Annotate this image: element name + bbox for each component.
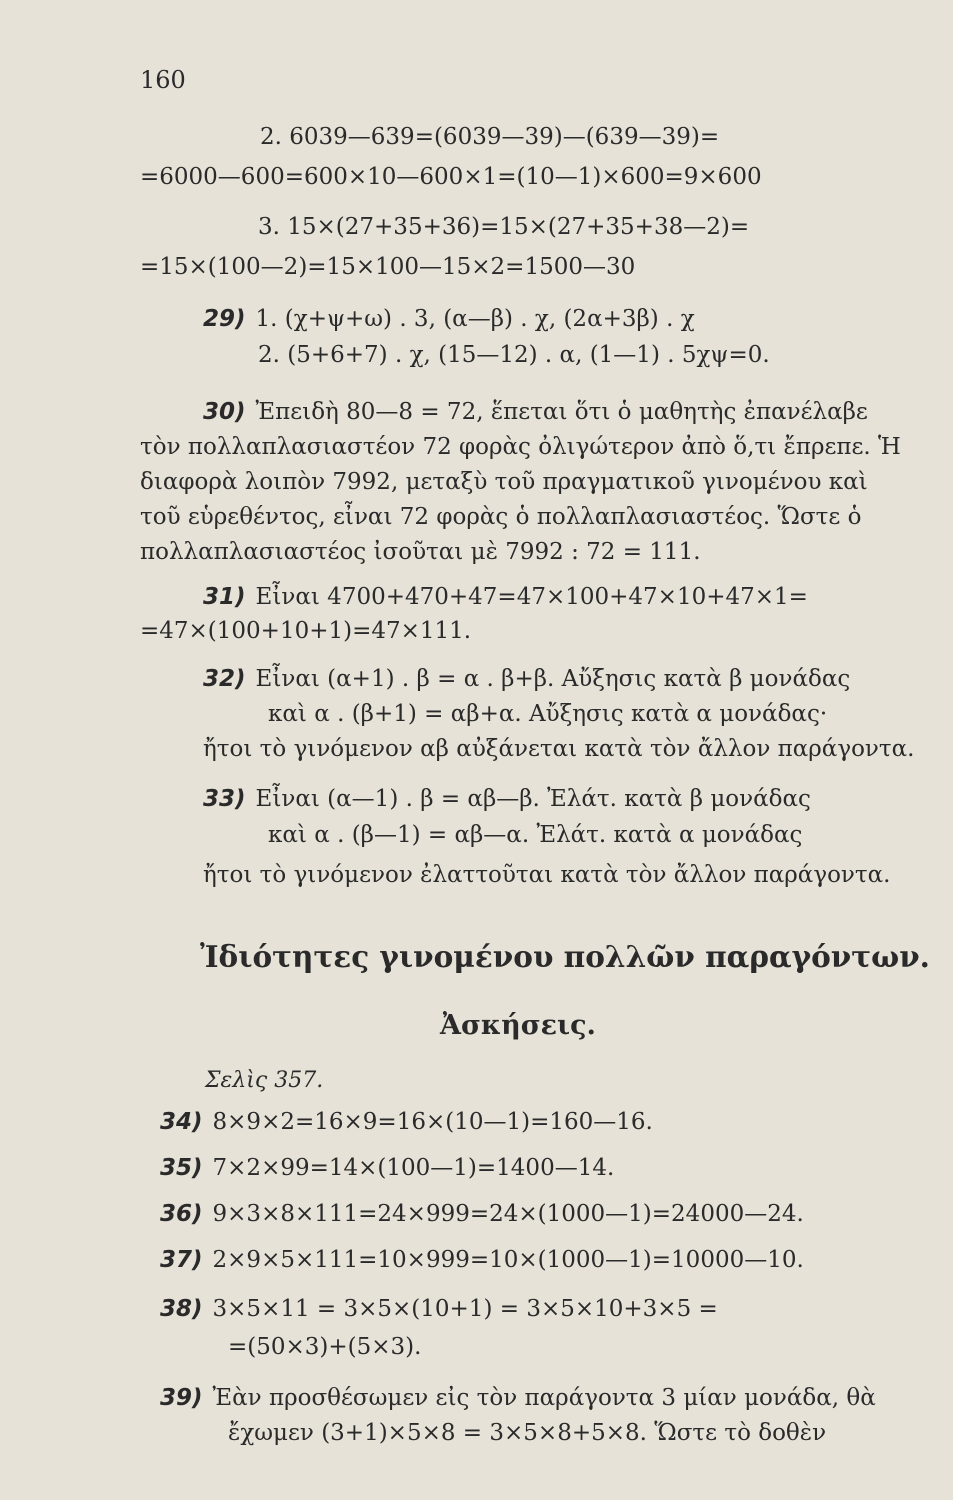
line-2: =6000—600=600×10—600×1=(10—1)×600=9×600 xyxy=(140,164,762,190)
line-11: πολλαπλασιαστέος ἰσοῦται μὲ 7992 : 72 = 111. xyxy=(140,539,701,565)
exercise-39: 39) Ἐὰν προσθέσωμεν εἰς τὸν παράγοντα 3 μίαν μονάδα, θὰ xyxy=(160,1385,876,1411)
line-8: τὸν πολλαπλασιαστέον 72 φορὰς ὀλιγώτερον ἀπὸ ὅ,τι ἔπρεπε. Ἡ xyxy=(140,434,901,460)
exercise-33: 33) Εἶναι (α—1) . β = αβ—β. Ἐλάτ. κατὰ β μονάδας xyxy=(203,786,811,812)
exercise-34: 34) 8×9×2=16×9=16×(10—1)=160—16. xyxy=(160,1109,653,1135)
exercise-number: 38) xyxy=(160,1296,203,1322)
line-25: =(50×3)+(5×3). xyxy=(228,1334,422,1360)
line-15: καὶ α . (β+1) = αβ+α. Αὔξησις κατὰ α μονάδας· xyxy=(268,701,828,727)
line-19: ἤτοι τὸ γινόμενον ἐλαττοῦται κατὰ τὸν ἄλλον παράγοντα. xyxy=(203,862,891,888)
exercise-number: 29) xyxy=(203,306,246,332)
exercise-number: 31) xyxy=(203,584,246,610)
exercise-38: 38) 3×5×11 = 3×5×(10+1) = 3×5×10+3×5 = xyxy=(160,1296,718,1322)
exercise-number: 33) xyxy=(203,786,246,812)
exercise-36: 36) 9×3×8×111=24×999=24×(1000—1)=24000—24. xyxy=(160,1201,804,1227)
exercise-number: 39) xyxy=(160,1385,203,1411)
line-3: 3. 15×(27+35+36)=15×(27+35+38—2)= xyxy=(258,214,750,240)
exercise-31: 31) Εἶναι 4700+470+47=47×100+47×10+47×1= xyxy=(203,584,808,610)
exercise-number: 30) xyxy=(203,399,246,425)
exercise-number: 36) xyxy=(160,1201,203,1227)
section-heading: Ἰδιότητες γινομένου πολλῶν παραγόντων. xyxy=(200,940,930,975)
exercise-32: 32) Εἶναι (α+1) . β = α . β+β. Αὔξησις κατὰ β μονάδας xyxy=(203,666,851,692)
line-1: 2. 6039—639=(6039—39)—(639—39)= xyxy=(260,124,720,150)
line-4: =15×(100—2)=15×100—15×2=1500—30 xyxy=(140,254,636,280)
exercise-29: 29) 1. (χ+ψ+ω) . 3, (α—β) . χ, (2α+3β) . χ xyxy=(203,306,695,332)
exercise-number: 32) xyxy=(203,666,246,692)
page-number: 160 xyxy=(140,66,186,94)
line-10: τοῦ εὑρεθέντος, εἶναι 72 φορὰς ὁ πολλαπλασιαστέος. Ὥστε ὁ xyxy=(140,504,862,530)
exercise-number: 34) xyxy=(160,1109,203,1135)
exercise-number: 37) xyxy=(160,1247,203,1273)
exercise-30: 30) Ἐπειδὴ 80—8 = 72, ἕπεται ὅτι ὁ μαθητὴς ἐπανέλαβε xyxy=(203,399,868,425)
line-18: καὶ α . (β—1) = αβ—α. Ἐλάτ. κατὰ α μονάδας xyxy=(268,822,803,848)
line-16: ἤτοι τὸ γινόμενον αβ αὐξάνεται κατὰ τὸν ἄλλον παράγοντα. xyxy=(203,736,915,762)
exercise-number: 35) xyxy=(160,1155,203,1181)
line-27: ἔχωμεν (3+1)×5×8 = 3×5×8+5×8. Ὥστε τὸ δοθὲν xyxy=(228,1420,827,1446)
line-9: διαφορὰ λοιπὸν 7992, μεταξὺ τοῦ πραγματικοῦ γινομένου καὶ xyxy=(140,469,868,495)
exercises-heading: Ἀσκήσεις. xyxy=(440,1010,596,1041)
exercise-35: 35) 7×2×99=14×(100—1)=1400—14. xyxy=(160,1155,615,1181)
exercise-37: 37) 2×9×5×111=10×999=10×(1000—1)=10000—10. xyxy=(160,1247,804,1273)
line-6: 2. (5+6+7) . χ, (15—12) . α, (1—1) . 5χψ=0. xyxy=(258,342,770,368)
page-reference: Σελὶς 357. xyxy=(205,1068,324,1093)
line-13: =47×(100+10+1)=47×111. xyxy=(140,618,472,644)
